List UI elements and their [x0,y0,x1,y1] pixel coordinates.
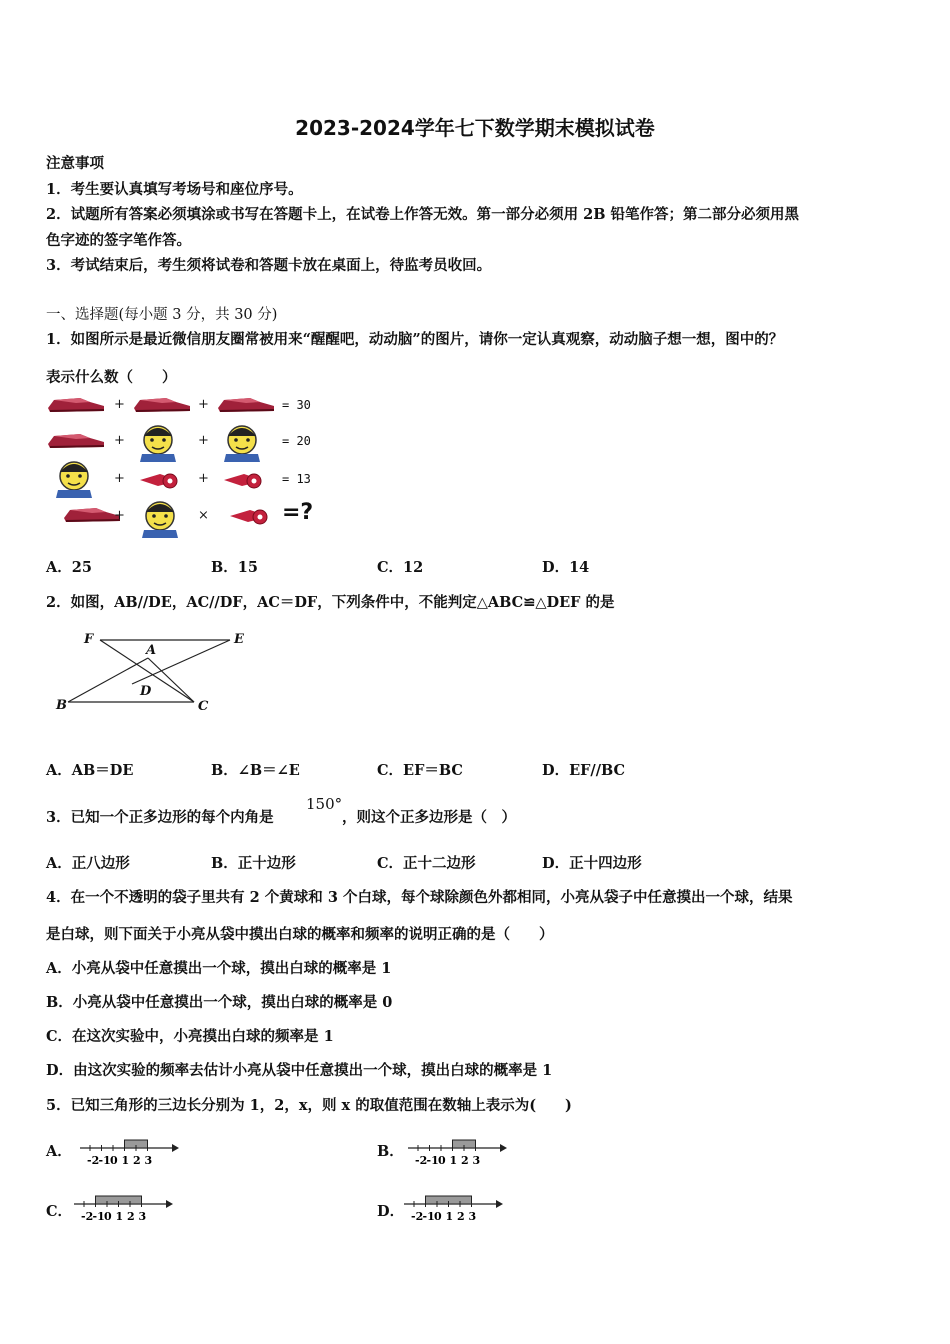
q5-option-c[interactable]: C． [46,1203,73,1220]
tick-label: 1 [445,1210,454,1223]
q2-option-c[interactable]: C．EF＝BC [377,762,463,779]
q3-option-c[interactable]: C．正十二边形 [377,855,476,872]
q2-stem: 2．如图，AB//DE，AC//DF，AC＝DF，下列条件中，不能判定△ABC≌△DEF 的是 [46,594,615,611]
face-icon [56,462,92,498]
face-icon [140,426,176,462]
whistle-icon [230,510,267,524]
q1-stem: 1．如图所示是最近微信朋友圈常被用来“醒醒吧，动动脑”的图片，请你一定认真观察，动动脑子想一想，图中的？ [46,331,784,348]
q3-stem-end: ，则这个正多边形是（ ） [342,809,516,826]
axis-arrow-icon [166,1200,173,1208]
tick-label: 3 [468,1210,477,1223]
tick-label: -2 [415,1154,428,1167]
q4-stem: 4．在一个不透明的袋子里共有 2 个黄球和 3 个白球，每个球除颜色外都相同，小亮从袋子中任意摸出一个球，结果 [46,889,793,906]
q5-stem: 5．已知三角形的三边长分别为 1，2，x，则 x 的取值范围在数轴上表示为( ) [46,1097,572,1114]
note-item-1: 1．考生要认真填写考场号和座位序号。 [46,181,303,198]
tick-label: 2 [127,1210,135,1223]
op: + [198,397,209,412]
result: = 13 [282,472,311,486]
q2-option-a[interactable]: A．AB＝DE [46,762,134,779]
whistle-icon [224,474,261,488]
q2-option-b[interactable]: B．∠B＝∠E [211,762,300,779]
op: + [114,397,125,412]
tick-label: 1 [449,1154,458,1167]
label-f: F [84,632,94,647]
tick-label: 2 [461,1154,469,1167]
tick-label: -2 [87,1154,100,1167]
q1-option-d[interactable]: D．14 [542,559,590,576]
tick-label: 1 [115,1210,124,1223]
op: + [198,433,209,448]
q5-option-a[interactable]: A． [46,1143,72,1160]
q4-option-b[interactable]: B．小亮从袋中任意摸出一个球，摸出白球的概率是 0 [46,994,393,1011]
q4-option-c[interactable]: C．在这次实验中，小亮摸出白球的频率是 1 [46,1028,334,1045]
q3-option-a[interactable]: A．正八边形 [46,855,130,872]
number-line-b [408,1136,518,1170]
q1-option-b[interactable]: B．15 [211,559,258,576]
tick-label: 3 [138,1210,147,1223]
q4-option-d[interactable]: D．由这次实验的频率去估计小亮从袋中任意摸出一个球，摸出白球的概率是 1 [46,1062,553,1079]
label-c: C [198,699,209,714]
shoe-icon [134,398,190,412]
notes-heading: 注意事项 [46,155,104,172]
tick-label: 2 [133,1154,141,1167]
section-heading: 一、选择题(每小题 3 分，共 30 分) [46,307,278,323]
result: = 20 [282,434,311,448]
q1-option-a[interactable]: A．25 [46,559,92,576]
shoe-icon [218,398,274,412]
op: + [114,471,125,486]
tick-label: 0 [434,1210,442,1223]
number-line-d [404,1192,514,1226]
number-line-c [74,1192,184,1226]
q3-angle: 150° [306,795,343,813]
q3-option-b[interactable]: B．正十边形 [211,855,296,872]
tick-label: -2 [81,1210,94,1223]
whistle-icon [140,474,177,488]
q3-option-d[interactable]: D．正十四边形 [542,855,642,872]
face-icon [142,502,178,538]
tick-label: -1 [426,1154,439,1167]
q4-stem-cont: 是白球，则下面关于小亮从袋中摸出白球的概率和频率的说明正确的是（ ） [46,926,554,943]
tick-label: 0 [438,1154,446,1167]
number-line-a [80,1136,190,1170]
tick-label: -1 [92,1210,105,1223]
op: + [114,433,125,448]
q2-option-d[interactable]: D．EF//BC [542,762,626,779]
shoe-icon [64,508,120,522]
q2-figure [52,630,252,720]
label-a: A [146,643,157,658]
q5-option-d[interactable]: D． [377,1203,405,1220]
result: =? [282,500,314,525]
tick-label: 3 [144,1154,153,1167]
shoe-icon [48,398,104,412]
axis-arrow-icon [500,1144,507,1152]
label-e: E [234,632,244,647]
note-item-2-cont: 色字迹的签字笔作答。 [46,232,191,249]
q1-stem-cont: 表示什么数（ ） [46,369,177,386]
q3-stem: 3．已知一个正多边形的每个内角是 [46,809,274,826]
tick-label: 2 [457,1210,465,1223]
label-d: D [140,684,152,699]
tick-label: 1 [121,1154,130,1167]
tick-label: 0 [110,1154,118,1167]
q1-puzzle [46,392,336,542]
op: + [198,471,209,486]
shoe-icon [48,434,104,448]
tick-label: 0 [104,1210,112,1223]
q4-option-a[interactable]: A．小亮从袋中任意摸出一个球，摸出白球的概率是 1 [46,960,392,977]
tick-label: -1 [98,1154,111,1167]
note-item-2: 2．试题所有答案必须填涂或书写在答题卡上，在试卷上作答无效。第一部分必须用 2B 铅笔作答；第二部分必须用黑 [46,206,800,223]
q1-option-c[interactable]: C．12 [377,559,424,576]
tick-label: 3 [472,1154,481,1167]
op: + [114,508,125,523]
label-b: B [56,698,67,713]
tick-label: -1 [422,1210,435,1223]
tick-label: -2 [411,1210,424,1223]
op: × [198,508,209,523]
page-title: 2023-2024学年七下数学期末模拟试卷 [295,116,655,140]
result: = 30 [282,398,311,412]
axis-arrow-icon [496,1200,503,1208]
note-item-3: 3．考试结束后，考生须将试卷和答题卡放在桌面上，待监考员收回。 [46,257,492,274]
face-icon [224,426,260,462]
q5-option-b[interactable]: B． [377,1143,404,1160]
axis-arrow-icon [172,1144,179,1152]
